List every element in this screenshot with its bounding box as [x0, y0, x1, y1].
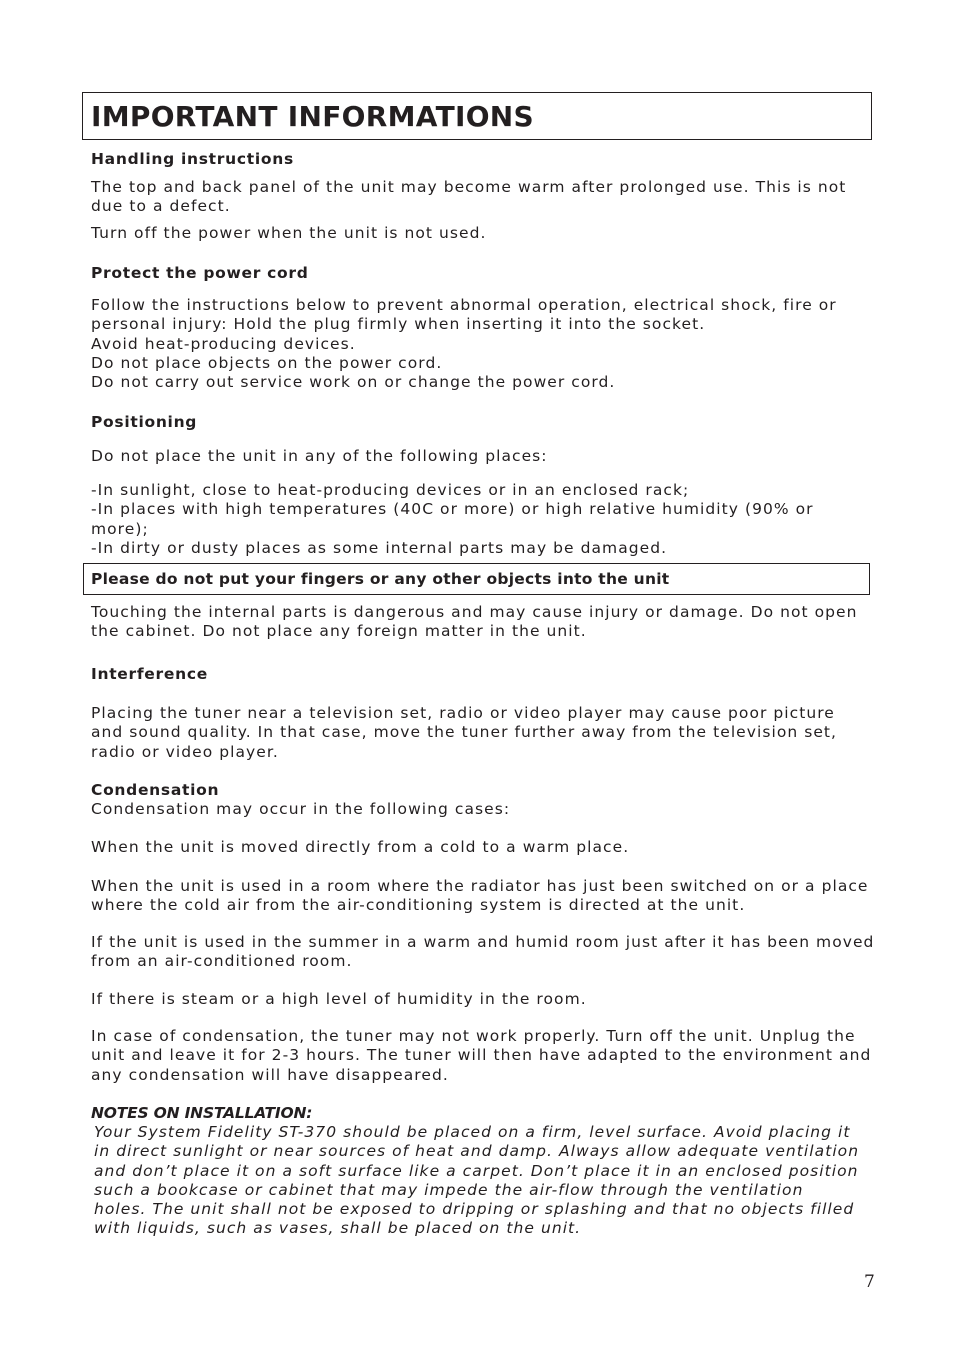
heading-power-cord: Protect the power cord: [91, 264, 309, 282]
notes-paragraph: Your System Fidelity ST-370 should be placed on a firm, level surface. Avoid placing it in direct sunlight or near sources of heat and damp. Always allow adequate ventilation and don’t place it on a soft surface like a carpet. Don’t place it in an enclosed position such a bookcase or cabinet that may impede the air-flow through the ventilation holes. The unit shall not be exposed to dripping or splashing and that no objects filled with liquids, such as vases, shall be placed on the unit.: [94, 1123, 860, 1238]
heading-positioning: Positioning: [91, 413, 198, 431]
condensation-paragraph-2: When the unit is moved directly from a cold to a warm place.: [91, 838, 630, 856]
power-cord-paragraph: Follow the instructions below to prevent abnormal operation, electrical shock, fire or personal injury: Hold the plug firmly when inserting it into the socket. Avoid heat-producing devices. Do not place objects on the power cord. Do not carry out service work on or change the power cord.: [91, 296, 837, 392]
condensation-paragraph-4: If the unit is used in the summer in a warm and humid room just after it has been moved from an air-conditioned room.: [91, 933, 875, 971]
condensation-paragraph-3: When the unit is used in a room where the radiator has just been switched on or a place where the cold air from the air-conditioning system is directed at the unit.: [91, 877, 869, 915]
condensation-paragraph-5: If there is steam or a high level of humidity in the room.: [91, 990, 587, 1008]
interference-paragraph: Placing the tuner near a television set, radio or video player may cause poor picture and sound quality. In that case, move the tuner further away from the television set, radio or video player.: [91, 704, 838, 761]
page-number: 7: [864, 1272, 875, 1292]
positioning-paragraph-1: Do not place the unit in any of the following places:: [91, 447, 548, 465]
warning-box: [83, 563, 870, 595]
condensation-paragraph-6: In case of condensation, the tuner may not work properly. Turn off the unit. Unplug the unit and leave it for 2-3 hours. The tuner will then have adapted to the environment and any condensation will have disappeared.: [91, 1027, 872, 1084]
positioning-list: -In sunlight, close to heat-producing devices or in an enclosed rack; -In places with high temperatures (40C or more) or high relative humidity (90% or more); -In dirty or dusty places as some internal parts may be damaged.: [91, 481, 814, 557]
handling-paragraph-2: Turn off the power when the unit is not used.: [91, 224, 487, 242]
heading-fingers-warning: Please do not put your fingers or any other objects into the unit: [91, 570, 670, 588]
heading-interference: Interference: [91, 665, 208, 683]
title-box: [82, 92, 872, 140]
condensation-paragraph-1: Condensation may occur in the following cases:: [91, 800, 511, 818]
heading-notes-on-installation: NOTES ON INSTALLATION:: [91, 1104, 313, 1122]
page-title: IMPORTANT INFORMATIONS: [91, 100, 535, 133]
heading-condensation: Condensation: [91, 781, 220, 799]
handling-paragraph-1: The top and back panel of the unit may become warm after prolonged use. This is not due to a defect.: [91, 178, 847, 216]
heading-handling: Handling instructions: [91, 150, 294, 168]
fingers-paragraph: Touching the internal parts is dangerous and may cause injury or damage. Do not open the cabinet. Do not place any foreign matter in the unit.: [91, 603, 858, 641]
